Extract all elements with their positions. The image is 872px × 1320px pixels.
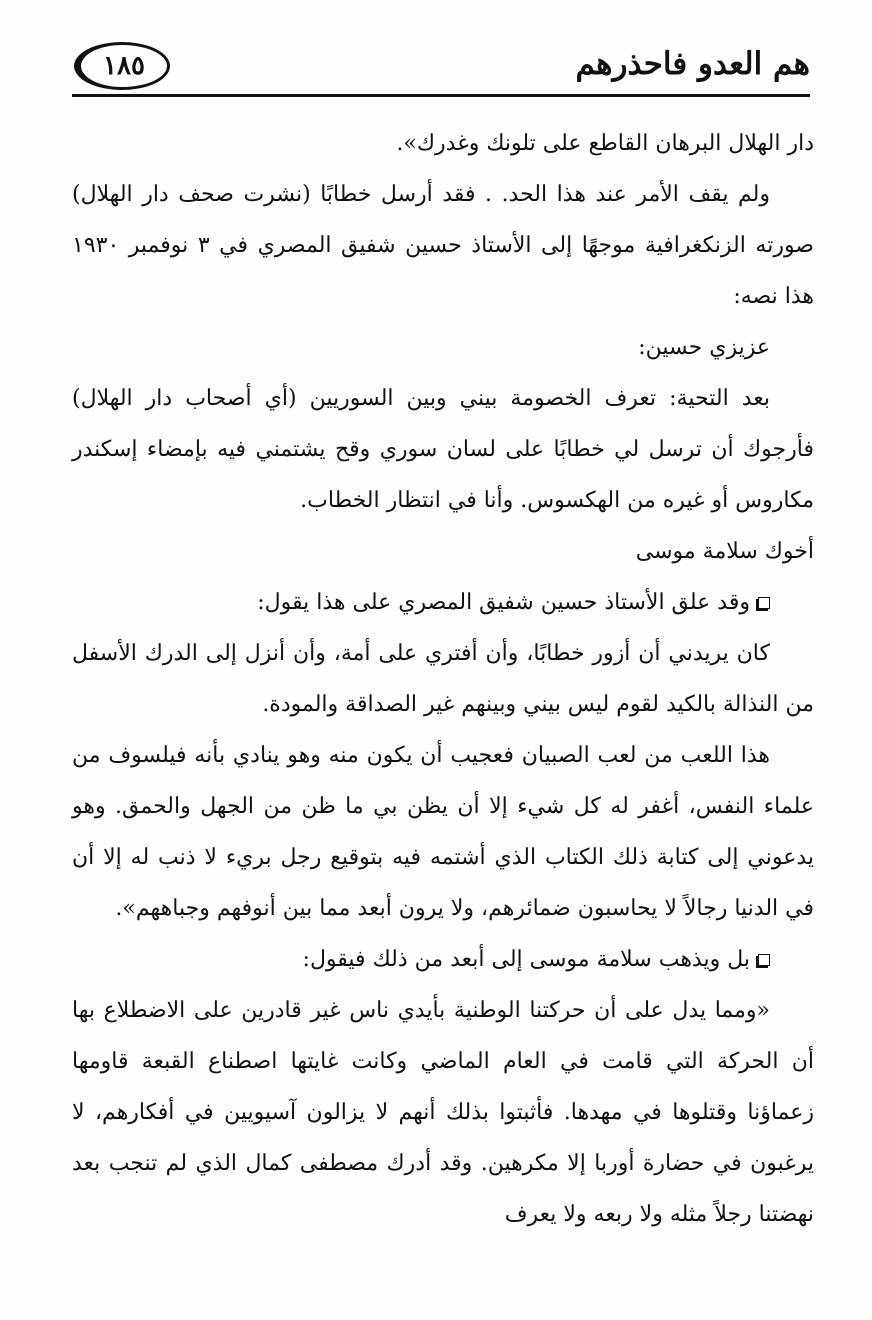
quote-paragraph: كان يريدني أن أزور خطابًا، وأن أفتري على أمة، وأن أنزل إلى الدرك الأسفل من النذالة بالكيد لقوم ليس بيني وبينهم غير الصداقة والمودة. [72, 641, 814, 717]
bullet-paragraph [72, 577, 814, 628]
square-bullet-icon [758, 954, 770, 966]
letter-body: بعد التحية: تعرف الخصومة بيني وبين السوريين (أي أصحاب دار الهلال) فأرجوك أن ترسل لي خطابًا على لسان سوري وقح يشتمني فيه بإمضاء إسكندر مكاروس أو غيره من الهكسوس. وأنا في انتظار الخطاب. [72, 386, 814, 513]
body-text [72, 118, 814, 1240]
salutation: عزيزي حسين: [638, 335, 770, 360]
bullet-paragraph [72, 934, 814, 985]
bullet-text: بل ويذهب سلامة موسى إلى أبعد من ذلك فيقول: [302, 947, 750, 972]
page-header [72, 38, 810, 96]
header-rule [72, 94, 810, 97]
paragraph: ولم يقف الأمر عند هذا الحد. . فقد أرسل خطابًا (نشرت صحف دار الهلال) صورته الزنكغرافية موجهًا إلى الأستاذ حسين شفيق المصري في ٣ نوفمبر ١٩٣٠ هذا نصه: [72, 182, 814, 309]
running-title: هم العدو فاحذرهم [575, 46, 810, 82]
square-bullet-icon [758, 597, 770, 609]
quote-paragraph: هذا اللعب من لعب الصبيان فعجيب أن يكون منه وهو ينادي بأنه فيلسوف من علماء النفس، أغفر له كل شيء إلا أن يظن بي ما ظن من الجهل والحمق. وهو يدعوني إلى كتابة ذلك الكتاب الذي أشتمه فيه بتوقيع رجل بريء لا ذنب له إلا أن في الدنيا رجالاً لا يحاسبون ضمائرهم، ولا يرون أبعد مما بين أنوفهم وجباههم». [72, 743, 814, 921]
page-number-oval [74, 42, 170, 90]
letter-signature: أخوك سلامة موسى [635, 539, 814, 564]
page-number: ١٨٥ [103, 51, 145, 81]
quote-paragraph: «ومما يدل على أن حركتنا الوطنية بأيدي ناس غير قادرين على الاضطلاع بها أن الحركة التي قامت في العام الماضي وكانت غايتها اصطناع القبعة قاومها زعماؤنا وقتلوها في مهدها. فأثبتوا بذلك أنهم لا يزالون آسيويين في أفكارهم، لا يرغبون في حضارة أوربا إلا مكرهين. وقد أدرك مصطفى كمال الذي لم تنجب بعد نهضتنا رجلاً مثله ولا ربعه ولا يعرف [72, 998, 814, 1227]
paragraph: دار الهلال البرهان القاطع على تلونك وغدرك». [396, 131, 814, 156]
bullet-text: وقد علق الأستاذ حسين شفيق المصري على هذا يقول: [257, 590, 750, 615]
